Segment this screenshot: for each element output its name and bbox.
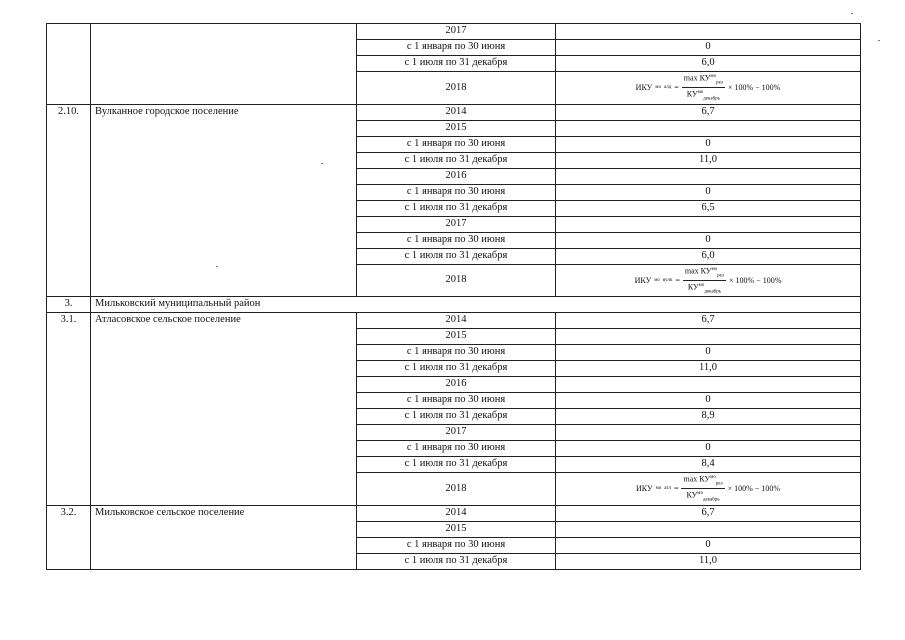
period-cell: 2017: [357, 425, 556, 441]
value-cell: [556, 329, 861, 345]
period-cell: с 1 июля по 31 декабря: [357, 361, 556, 377]
formula-equals: =: [675, 275, 680, 285]
period-cell: 2016: [357, 377, 556, 393]
value-cell: 8,9: [556, 409, 861, 425]
district-name-cell: Мильковский муниципальный район: [91, 297, 861, 313]
formula-denominator: [684, 489, 721, 504]
row-number-cell: 3.: [47, 297, 91, 313]
value-cell: 8,4: [556, 457, 861, 473]
formula-fraction: [682, 72, 725, 104]
value-cell: 6,7: [556, 104, 861, 120]
value-cell: 6,7: [556, 313, 861, 329]
value-cell: 0: [556, 40, 861, 56]
formula-tail: × 100% − 100%: [727, 83, 781, 93]
tariff-table: [46, 23, 861, 570]
formula-denominator: [686, 281, 723, 296]
formula-numerator: [682, 72, 725, 88]
row-number-cell: [47, 24, 91, 105]
formula-fraction: [683, 265, 726, 297]
value-cell: 11,0: [556, 553, 861, 569]
period-cell: 2017: [357, 216, 556, 232]
value-cell: 0: [556, 441, 861, 457]
period-cell: с 1 июля по 31 декабря: [357, 248, 556, 264]
period-cell: 2015: [357, 329, 556, 345]
period-cell: 2015: [357, 120, 556, 136]
formula-lhs: ИКУ: [634, 275, 652, 285]
formula-lhs-sup: мо: [655, 486, 662, 492]
value-cell: [556, 425, 861, 441]
period-cell: с 1 января по 30 июня: [357, 345, 556, 361]
value-cell: 11,0: [556, 152, 861, 168]
period-cell: с 1 января по 30 июня: [357, 232, 556, 248]
formula-den-text: КУ: [686, 89, 698, 99]
index-formula: [635, 265, 782, 297]
period-cell: 2018: [357, 72, 556, 105]
formula-lhs: ИКУ: [635, 83, 653, 93]
settlement-name-cell: [91, 24, 357, 105]
formula-den-text: КУ: [686, 490, 698, 500]
index-formula: [636, 72, 781, 104]
formula-tail: × 100% − 100%: [729, 275, 782, 285]
table-row: [47, 505, 861, 521]
settlement-name-cell: Вулканное городское поселение: [91, 104, 357, 297]
period-cell: 2018: [357, 264, 556, 297]
period-cell: 2017: [357, 24, 556, 40]
formula-num-sup: мо: [711, 266, 718, 272]
settlement-name-cell: Мильковское сельское поселение: [91, 505, 357, 569]
formula-num-sub: реэ: [715, 481, 723, 487]
period-cell: 2015: [357, 521, 556, 537]
scan-speck: [216, 266, 218, 267]
period-cell: с 1 января по 30 июня: [357, 184, 556, 200]
formula-lhs-sub: алд: [663, 85, 672, 91]
row-number-cell: 3.1.: [47, 313, 91, 506]
formula-den-sup: мо: [697, 90, 704, 96]
formula-numerator: [681, 473, 724, 489]
period-cell: 2018: [357, 473, 556, 506]
settlement-name-cell: Атласовское сельское поселение: [91, 313, 357, 506]
period-cell: с 1 июля по 31 декабря: [357, 457, 556, 473]
formula-num-text: max КУ: [683, 474, 711, 484]
period-cell: 2014: [357, 313, 556, 329]
table-row: [47, 297, 861, 313]
value-cell: 6,7: [556, 505, 861, 521]
formula-den-sub: декабрь: [703, 96, 720, 102]
formula-equals: =: [674, 83, 679, 93]
formula-den-sup: мо: [697, 491, 703, 497]
formula-den-sub: декабрь: [702, 497, 720, 503]
value-cell: 0: [556, 345, 861, 361]
table-row: [47, 313, 861, 329]
row-number-cell: 3.2.: [47, 505, 91, 569]
formula-lhs-sub: атл: [664, 486, 671, 492]
value-cell: 0: [556, 232, 861, 248]
value-cell: 0: [556, 184, 861, 200]
period-cell: с 1 января по 30 июня: [357, 537, 556, 553]
value-cell: 6,0: [556, 56, 861, 72]
formula-cell: [556, 473, 861, 506]
formula-den-sup: мо: [698, 282, 705, 288]
formula-num-sub: реэ: [717, 272, 725, 278]
value-cell: 6,5: [556, 200, 861, 216]
period-cell: с 1 января по 30 июня: [357, 136, 556, 152]
formula-den-text: КУ: [687, 282, 699, 292]
formula-num-sup: мо: [710, 475, 716, 480]
period-cell: 2016: [357, 168, 556, 184]
period-cell: с 1 июля по 31 декабря: [357, 409, 556, 425]
period-cell: 2014: [357, 104, 556, 120]
index-formula: [636, 473, 780, 505]
scan-speck: [851, 13, 853, 14]
formula-lhs: ИКУ: [636, 484, 653, 494]
formula-denominator: [685, 88, 722, 103]
formula-num-sup: мо: [710, 74, 717, 79]
row-number-cell: 2.10.: [47, 104, 91, 297]
period-cell: с 1 января по 30 июня: [357, 441, 556, 457]
period-cell: с 1 января по 30 июня: [357, 393, 556, 409]
period-cell: с 1 июля по 31 декабря: [357, 56, 556, 72]
table-row: [47, 24, 861, 40]
period-cell: с 1 июля по 31 декабря: [357, 553, 556, 569]
value-cell: [556, 216, 861, 232]
period-cell: 2014: [357, 505, 556, 521]
value-cell: [556, 521, 861, 537]
value-cell: [556, 168, 861, 184]
formula-lhs-sup: мо: [654, 277, 660, 283]
formula-fraction: [681, 473, 724, 505]
period-cell: с 1 июля по 31 декабря: [357, 152, 556, 168]
formula-numerator: [683, 265, 726, 281]
formula-lhs-sub: вулк: [662, 277, 673, 283]
table-body: [47, 24, 861, 570]
formula-cell: [556, 72, 861, 105]
formula-num-sub: реэ: [716, 80, 723, 86]
table-row: [47, 104, 861, 120]
value-cell: 6,0: [556, 248, 861, 264]
formula-equals: =: [673, 484, 679, 494]
scan-speck: [878, 40, 880, 41]
formula-den-sub: декабрь: [704, 289, 722, 294]
scan-speck: [321, 163, 323, 164]
formula-num-text: max КУ: [684, 266, 712, 276]
value-cell: 11,0: [556, 361, 861, 377]
value-cell: 0: [556, 136, 861, 152]
formula-tail: × 100% − 100%: [727, 484, 780, 494]
period-cell: с 1 июля по 31 декабря: [357, 200, 556, 216]
formula-cell: [556, 264, 861, 297]
period-cell: с 1 января по 30 июня: [357, 40, 556, 56]
value-cell: [556, 120, 861, 136]
value-cell: 0: [556, 537, 861, 553]
formula-lhs-sup: мо: [655, 85, 661, 91]
value-cell: [556, 24, 861, 40]
value-cell: 0: [556, 393, 861, 409]
formula-num-text: max КУ: [683, 73, 711, 83]
value-cell: [556, 377, 861, 393]
